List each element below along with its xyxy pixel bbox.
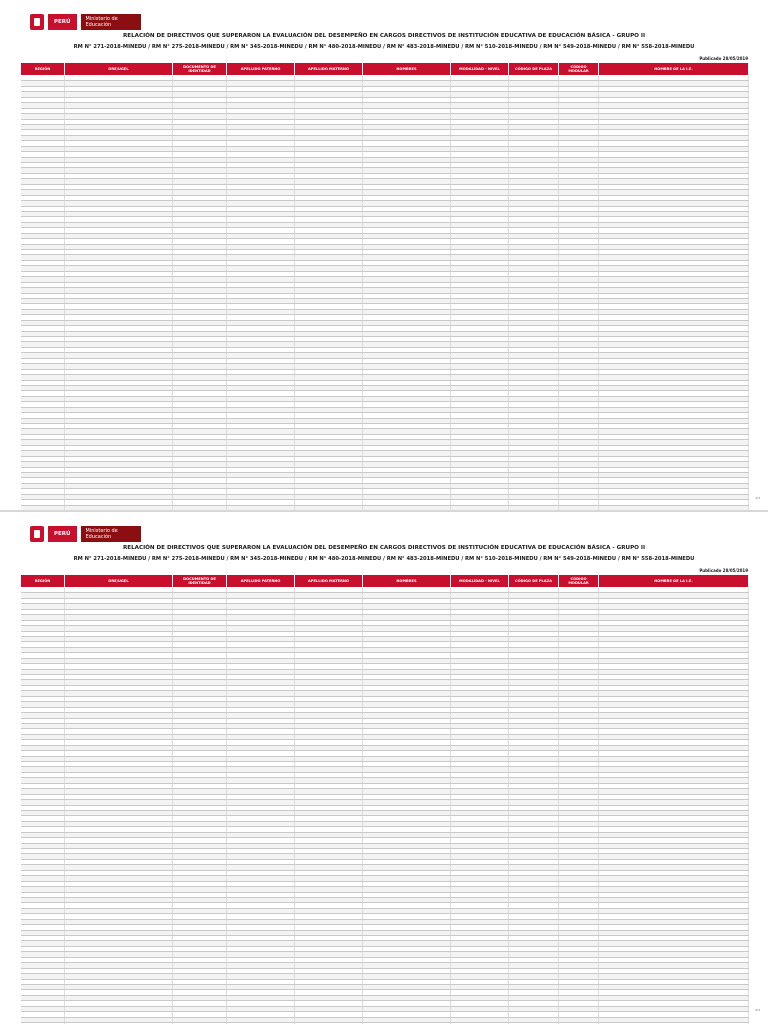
table-body (21, 588, 749, 1024)
column-header: REGIÓN (21, 575, 65, 588)
column-header: MODALIDAD - NIVEL (451, 575, 509, 588)
brand-country: PERÚ (48, 526, 77, 542)
minedu-logo (30, 14, 141, 30)
published-date: Publicado 28/05/2019 (699, 56, 748, 61)
column-header: REGIÓN (21, 63, 65, 76)
peru-crest-icon (30, 14, 44, 30)
column-header: DOCUMENTO DE IDENTIDAD (173, 63, 227, 76)
page-title: RELACIÓN DE DIRECTIVOS QUE SUPERARON LA EVALUACIÓN DEL DESEMPEÑO EN CARGOS DIRECTIVOS DE INSTITUCIÓN EDUCATIVA DE EDUCACIÓN BÁSICA - GRUPO II (122, 545, 646, 551)
column-header: NOMBRES (363, 575, 451, 588)
column-header: DOCUMENTO DE IDENTIDAD (173, 575, 227, 588)
page-title: RELACIÓN DE DIRECTIVOS QUE SUPERARON LA EVALUACIÓN DEL DESEMPEÑO EN CARGOS DIRECTIVOS DE INSTITUCIÓN EDUCATIVA DE EDUCACIÓN BÁSICA - GRUPO II (122, 33, 646, 39)
column-header: MODALIDAD - NIVEL (451, 63, 509, 76)
peru-crest-icon (30, 526, 44, 542)
published-date: Publicado 28/05/2019 (699, 568, 748, 573)
directors-table (20, 62, 749, 512)
column-header: DRE/UGEL (65, 575, 173, 588)
column-header: APELLIDO MATERNO (295, 63, 363, 76)
column-header: NOMBRE DE LA I.E. (599, 575, 749, 588)
page-number: 2/3 (755, 1008, 760, 1012)
resolutions-line: RM N° 271-2018-MINEDU / RM N° 275-2018-MINEDU / RM N° 345-2018-MINEDU / RM N° 480-2018-MINEDU / RM N° 483-2018-MINEDU / RM N° 510-2018-MINEDU / RM N° 549-2018-MINEDU / RM N° 558-2018-MINEDU (73, 556, 695, 562)
document-page-2 (0, 512, 768, 1024)
minedu-logo (30, 526, 141, 542)
column-header: NOMBRE DE LA I.E. (599, 63, 749, 76)
column-header: NOMBRES (363, 63, 451, 76)
column-header: DRE/UGEL (65, 63, 173, 76)
table-body (21, 76, 749, 513)
column-header: CÓDIGO MODULAR (559, 575, 599, 588)
resolutions-line: RM N° 271-2018-MINEDU / RM N° 275-2018-MINEDU / RM N° 345-2018-MINEDU / RM N° 480-2018-MINEDU / RM N° 483-2018-MINEDU / RM N° 510-2018-MINEDU / RM N° 549-2018-MINEDU / RM N° 558-2018-MINEDU (73, 44, 695, 50)
table-header (21, 575, 749, 588)
column-header: APELLIDO PATERNO (227, 575, 295, 588)
brand-country: PERÚ (48, 14, 77, 30)
column-header: APELLIDO MATERNO (295, 575, 363, 588)
table-header (21, 63, 749, 76)
column-header: APELLIDO PATERNO (227, 63, 295, 76)
column-header: CÓDIGO DE PLAZA (509, 63, 559, 76)
column-header: CÓDIGO DE PLAZA (509, 575, 559, 588)
brand-ministry: Ministerio de Educación (81, 526, 141, 542)
directors-table (20, 574, 749, 1024)
brand-ministry: Ministerio de Educación (81, 14, 141, 30)
column-header: CÓDIGO MODULAR (559, 63, 599, 76)
page-number: 1/3 (755, 496, 760, 500)
